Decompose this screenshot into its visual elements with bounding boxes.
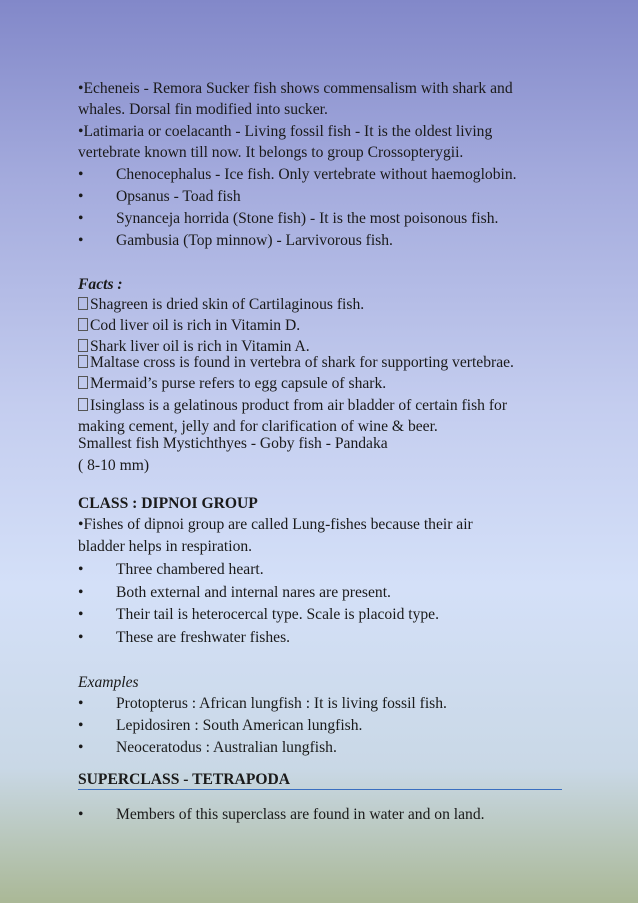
- fact-item: Shark liver oil is rich in Vitamin A.: [78, 337, 310, 357]
- bullet-icon: •: [78, 210, 84, 227]
- fact-item: Shagreen is dried skin of Cartilaginous fish.: [78, 295, 364, 315]
- isinglass-line-2: making cement, jelly and for clarification of wine & beer.: [78, 418, 438, 435]
- bullet-icon: •: [78, 717, 84, 734]
- bullet-icon: •: [78, 695, 84, 712]
- tetrapoda-heading: SUPERCLASS - TETRAPODA: [78, 771, 291, 788]
- missing-glyph-icon: [78, 297, 88, 310]
- fact-item: Maltase cross is found in vertebra of shark for supporting vertebrae.: [78, 353, 514, 373]
- missing-glyph-icon: [78, 318, 88, 331]
- missing-glyph-icon: [78, 376, 88, 389]
- bullet-icon: •: [78, 806, 84, 823]
- bullet-icon: •: [78, 561, 84, 578]
- fact-item: Mermaid’s purse refers to egg capsule of shark.: [78, 374, 386, 394]
- heading-underline: [78, 789, 562, 790]
- dipnoi-heading: CLASS : DIPNOI GROUP: [78, 495, 258, 512]
- facts-heading: Facts :: [78, 276, 123, 293]
- bullet-icon: •: [78, 584, 84, 601]
- fact-item: Cod liver oil is rich in Vitamin D.: [78, 316, 300, 336]
- missing-glyph-icon: [78, 339, 88, 352]
- bullet-icon: •: [78, 166, 84, 183]
- dipnoi-intro-line-1: •Fishes of dipnoi group are called Lung-fishes because their air: [78, 516, 473, 533]
- document-page: •Echeneis - Remora Sucker fish shows commensalism with shark and whales. Dorsal fin modified into sucker. •Latimaria or coelacanth - Living fossil fish - It is the oldest living vertebrate known till now. It belongs to group Crossopterygii. • Chenocephalus - Ice fish. Only vertebrate without haemoglobin. • Opsanus - Toad fish • Synanceja horrida (Stone fish) - It is the most poisonous fish. • Gambusia (Top minnow) - Larvivorous fish. Facts : Shagreen is dried skin of Cartilaginous fish. Cod liver oil is rich in Vitamin D. Shark liver oil is rich in Vitamin A. Maltase cross is found in vertebra of shark for supporting vertebrae. Mermaid’s purse refers to egg capsule of shark. Isinglass is a gelatinous product from air bladder of certain fish for making cement, jelly and for clarification of wine & beer. Smallest fish Mystichthyes - Goby fish - Pandaka ( 8-10 mm) CLASS : DIPNOI GROUP •Fishes of dipnoi group are called Lung-fishes because their air bladder helps in respiration. • Three chambered heart. • Both external and internal nares are present. • Their tail is heterocercal type. Scale is placoid type. • These are freshwater fishes. Examples • Protopterus : African lungfish : It is living fossil fish. • Lepidosiren : South American lungfish. • Neoceratodus : Australian lungfish. SUPERCLASS - TETRAPODA • Members of this superclass are found in water and on land.: [0, 0, 638, 903]
- bullet-icon: •: [78, 629, 84, 646]
- smallest-fish-line-2: ( 8-10 mm): [78, 457, 150, 474]
- smallest-fish-line-1: Smallest fish Mystichthyes - Goby fish - Pandaka: [78, 435, 388, 452]
- bullet-icon: •: [78, 232, 84, 249]
- bullet-icon: •: [78, 188, 84, 205]
- dipnoi-intro-line-2: bladder helps in respiration.: [78, 538, 253, 555]
- echeneis-line-2: whales. Dorsal fin modified into sucker.: [78, 101, 328, 118]
- bullet-icon: •: [78, 606, 84, 623]
- latimaria-line-1: •Latimaria or coelacanth - Living fossil fish - It is the oldest living: [78, 123, 493, 140]
- examples-heading: Examples: [78, 674, 139, 691]
- missing-glyph-icon: [78, 398, 88, 411]
- echeneis-line-1: •Echeneis - Remora Sucker fish shows commensalism with shark and: [78, 80, 513, 97]
- latimaria-line-2: vertebrate known till now. It belongs to group Crossopterygii.: [78, 144, 464, 161]
- missing-glyph-icon: [78, 355, 88, 368]
- bullet-icon: •: [78, 739, 84, 756]
- fact-item: Isinglass is a gelatinous product from air bladder of certain fish for: [78, 396, 507, 416]
